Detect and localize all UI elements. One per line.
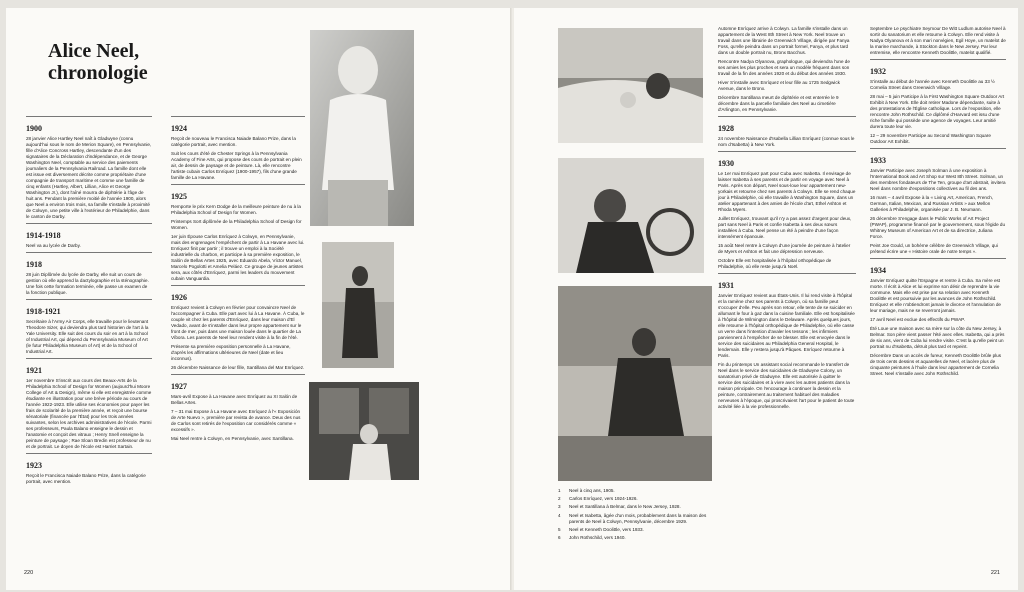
year-heading: 1928 <box>718 124 734 133</box>
chronology-entry: Janvier Enríquez revient aux États-Unis. Il lui rend visite à l'hôpital et la ramène chez ses parents à Colwyn, où sa famille peut s'occuper d'elle. Peu après son retour, elle tente de se suicider en allumant le four à gaz dans la cuisine familiale. Elle est hospitalisée à l'hôpital de Wilmington dans le Delaware. Après quelques jours, elle retourne à l'hôpital orthopédique de Philadelphie, où elle casse un verre dans l'intention d'avaler les tessons ; les infirmiers parviennent à l'empêcher de se blesser. Elle est envoyée dans le service des suicidaires au Philadelphia General Hospital, le lendemain. Elle y restera jusqu'à Pâques. Enríquez retourne à Paris. <box>718 293 855 358</box>
year-rule <box>26 358 152 359</box>
year-rule <box>171 374 305 375</box>
caption-item <box>558 527 708 533</box>
year-rule <box>870 59 1006 60</box>
caption-item <box>558 488 708 494</box>
year-rule <box>870 258 1006 259</box>
chronology-entry: Septembre Le psychiatre Seymour De Witt Ludlum autorise Neel à sortir du sanatorium et elle retourne à Colwyn. Elle rend visite à Nadya Olyanova et à son mari norvégien, Egil Hoye, un matelot de la marine marchande, à Stockton dans le New Jersey. Par leur entremise, elle rencontre Kenneth Doolittle, matelot qualifié. <box>870 26 1006 55</box>
caption-number: 2 <box>558 496 561 502</box>
chronology-entry: Secrétaire à l'Army Air Corps, elle travaille pour le lieutenant Theodore Sizer, qui deviendra plus tard historien de l'art à la Yale University. Elle suit des cours du soir en art à la School of Industrial Art, qui dépend du Pennsylvania Museum of Art (le futur Philadelphia Museum of Art) et de la School of Industrial Art. <box>26 319 149 354</box>
chronology-entry: 28 mai – 5 juin Participe à la First Washington Square Outdoor Art Exhibit à New York. Elle doit retirer Madone dépendante, suite à des protestations de l'Église catholique. Lors de l'exposition, elle rencontre John Rothschild. Ce diplômé d'Harvard est issu d'une riche famille qui possède une agence de voyages. Leur amitié durera toute leur vie. <box>870 94 1005 129</box>
year-rule <box>26 223 152 224</box>
chronology-entry: Fin du printemps Un assistant social recommande le transfert de Neel dans le service des suicidaires de Gladwyne Colony, un sanatorium privé de Gladwyne. Elle est autorisée à quitter le service des suicidaires et à vivre avec les autres patients dans la maison principale. On l'encourage à continuer la dessin et la peinture, contrairement au traitement habituel des maladies nerveuses à l'époque, qui proscrivaient l'art pour le patient de toute activité liée à la vie professionnelle. <box>718 362 855 409</box>
chronology-entry: Le 1er mai Enríquez part pour Cuba avec Isabetta. Il envisage de laisser Isabetta à ses parents et de partir en voyage avec Neel à Paris. Après son départ, Neel sous-loue leur appartement new-yorkais et retourne chez ses parents à Colwyn. Elle se rend chaque jour à Philadelphie, où elle travaille à Washington Square, dans un atelier appartenant à des amies de l'école d'art, Ethel Ashton et Rhoda Myers. <box>718 171 856 212</box>
right-page <box>514 8 1018 590</box>
chronology-entry: 28 janvier Alice Hartley Neel naît à Gladwyne (connu aujourd'hui sous le nom de Merion Square), en Pennsylvanie, fille d'Alice Concross Hartley, descendante d'un des signataires de la Déclaration d'indépendance, et de George Washington Neel, comptable au service des paiements journaliers de la Pennsylvania Railroad. La famille dont elle est issue est diversement décrite comme propriétaire d'une compagnie de transport maritime et comme une famille de cinq enfants (Hartley, Albert, Lillian, Alice et George Washington Jr.), dont l'aîné mourra de diphtérie à l'âge de huit ans. Pendant la première moitié de l'année 1900, alors que Neel a environ trois mois, sa famille s'installe à proximité de Colwyn, une petite ville à l'extérieur de Philadelphie, dans le canton de Darby. <box>26 136 152 219</box>
chronology-entry: Janvier Enríquez quitte l'Espagne et rentre à Cuba. Sa mère est morte. Il écrit à Alice et lui exprime son désir de reprendre la vie commune. Mais elle est prise par sa relation avec Kenneth Doolittle et est poursuivie par les avances de John Rothschild. Enríquez et elle n'obtiendront jamais le divorce et l'annulation de leur mariage, mais ne se reverront jamais. <box>870 278 1001 313</box>
caption-text: Neel et Santillana à Belmar, dans le New Jersey, 1928. <box>569 504 681 510</box>
chronology-entry: Reçoit le Francisca Naiade Balano Prize, dans la catégorie portrait, avec mention. <box>26 473 146 484</box>
photo-3 <box>309 382 419 480</box>
year-heading: 1933 <box>870 156 886 165</box>
year-rule <box>718 273 856 274</box>
year-heading: 1930 <box>718 159 734 168</box>
chronology-entry: Décembre Dans un accès de fureur, Kenneth Doolittle brûle plus de trois cents dessins et aquarelles de Neel, et lacère plus de cinquante peintures à l'huile dans leur appartement de Cornelia Street. Neel s'installe avec John Rothschild. <box>870 353 1001 376</box>
chronology-entry: 12 – 29 novembre Participe au Second Washington Square Outdoor Art Exhibit. <box>870 133 991 144</box>
caption-number: 4 <box>558 512 561 518</box>
chronology-entry: Octobre Elle est hospitalisée à l'hôpital orthopédique de Philadelphie, où elle reste jusqu'à Noël. <box>718 258 832 269</box>
photo-6 <box>558 286 712 481</box>
photo-2 <box>322 242 394 368</box>
year-heading: 1918-1921 <box>26 307 61 316</box>
chronology-entry: Suit les cours d'été de Chester Springs à la Pennsylvania Academy of Fine Arts, qui propose des cours de portrait en plein air, de dessin de paysage et de peinture. Là, elle rencontre l'artiste cubain Carlos Enríquez (1900-1957), fils d'une grande famille de La Havane. <box>171 151 302 180</box>
chronology-entry: 24 novembre Naissance d'Isabella Lillian Enríquez (connue sous le nom d'Isabetta) à New York. <box>718 136 855 147</box>
year-rule <box>171 116 305 117</box>
caption-item <box>558 535 708 541</box>
caption-text: Neel et Isabetta, âgée d'un mois, probablement dans la maison des parents de Neel à Colwyn, Pennsylvanie, décembre 1929. <box>569 512 707 524</box>
caption-number: 5 <box>558 527 561 533</box>
caption-item <box>558 504 708 510</box>
year-rule <box>870 148 1006 149</box>
chronology-entry: Décembre Santillana meurt de diphtérie et est enterrée le 9 décembre dans la parcelle familiale des Neel au cimetière d'Arlington, en Pennsylvanie. <box>718 95 839 112</box>
year-heading: 1927 <box>171 382 187 391</box>
folio-right: 221 <box>990 570 1000 576</box>
year-heading: 1900 <box>26 124 42 133</box>
year-heading: 1925 <box>171 192 187 201</box>
page-title: Alice Neel, chronologie <box>48 40 148 84</box>
year-heading: 1926 <box>171 293 187 302</box>
photo-5 <box>558 158 704 273</box>
year-rule <box>171 285 305 286</box>
photo-captions <box>558 488 708 543</box>
chronology-entry: Été Loue une maison avec sa mère sur la côte du New Jersey, à Belmar. Son père vient passer l'été avec elles. Isabetta, qui a près de six ans, vient de Cuba lui rendre visite. C'est la qu'elle peint un portrait nu d'Isabetta, détruit plus tard et repeint. <box>870 326 1005 349</box>
chronology-entry: 17 avril Neel est exclue des effectifs du PWAP. <box>870 317 965 322</box>
chronology-entry: Printemps Sort diplômée de la Philadelphia School of Design for Women. <box>171 219 302 230</box>
chronology-column-1 <box>26 116 152 546</box>
chronology-entry: Mai Neel rentre à Colwyn, en Pennsylvanie, avec Santillana. <box>171 436 294 441</box>
year-heading: 1924 <box>171 124 187 133</box>
caption-number: 3 <box>558 504 561 510</box>
chronology-entry: 1er juin Épouse Carlos Enríquez à Colwyn, en Pennsylvanie, mais des engrenages l'empêchent de partir à La Havane avec lui. Enríquez finit par partir ; il trouve un emploi à la Société industrielle du charbon, et participe à sa première exposition, le Salón de Bellas Artes 1925, avec Eduardo Abela, Víctor Manuel, Marcelo Pogolotti et Amelia Peláez. Ce groupe de jeunes artistes sera, aux côtés d'Enríquez, parmi les leaders du mouvement cubain Vanguardia. <box>171 234 305 281</box>
chronology-entry: 26 décembre Naissance de leur fille, Santillana del Mar Enríquez. <box>171 365 305 370</box>
photo-1 <box>310 30 414 226</box>
year-rule <box>26 252 152 253</box>
year-heading: 1932 <box>870 67 886 76</box>
year-rule <box>26 116 152 117</box>
caption-number: 1 <box>558 488 561 493</box>
caption-text: Neel à cinq ans, 1905. <box>569 488 615 493</box>
year-rule <box>26 453 152 454</box>
chronology-entry: 15 août Neel rentre à Colwyn d'une journée de peinture à l'atelier de Myers et Ashton et fait une dépression nerveuse. <box>718 243 851 254</box>
chronology-column-3 <box>718 26 856 586</box>
photo-4 <box>558 28 703 143</box>
year-rule <box>171 184 305 185</box>
folio-left: 220 <box>24 570 34 576</box>
chronology-entry: Janvier Participe avec Joseph Solman à une exposition à l'International Book and Art Shop sur West 8th Street. Solman, un des membres fondateurs de The Ten, groupe d'art abstrait, invitera Neel dans nombre d'expositions collectives au fil des ans. <box>870 168 1006 191</box>
caption-text: Neel et Kenneth Doolittle, vers 1933. <box>569 527 644 533</box>
chronology-entry: Juillet Enríquez, trouvant qu'il n'y a pas assez d'argent pour deux, part sans Neel à Paris et confie Isabetta à ses deux sœurs installées à Cuba. Neel pense un été à peindre d'une façon intensément épanouie. <box>718 216 852 239</box>
caption-text: John Rothschild, vers 1940. <box>569 535 626 541</box>
year-heading: 1931 <box>718 281 734 290</box>
chronology-entry: Reçoit de nouveau le Francisca Naiade Balano Prize, dans la catégorie portrait, avec mention. <box>171 136 296 147</box>
chronology-entry: 26 décembre S'engage dans le Public Works of Art Project (PWAP), programme financé par le gouvernement, sous l'égide du Whitney Museum of American Art et de sa directrice, Juliana Force. <box>870 216 1006 239</box>
year-rule <box>718 116 856 117</box>
chronology-entry: Peint Joe Gould, un bohème célèbre de Greenwich Village, qui prétend écrire une « Histoire orale de notre temps ». <box>870 243 998 254</box>
year-heading: 1921 <box>26 366 42 375</box>
year-heading: 1923 <box>26 461 42 470</box>
chronology-entry: 7 – 31 mai Expose à La Havane avec Enríquez à l'« Exposición de Arte Nuevo », première par revista de avance. Deux des nus de Carlos sont retirés de l'exposition car considérés comme « excessifs ». <box>171 409 301 432</box>
chronology-entry: S'installe au début de l'année avec Kenneth Doolittle au 33 ½ Cornelia Street dans Greenwich Village. <box>870 79 995 90</box>
chronology-entry: 16 mars – 4 avril Expose à la « Living Art, American, French, German, Italian, Mexican, and Russian Artists » aux Mellon Galleries à Philadelphie, organisée par J. B. Neumann. <box>870 195 994 212</box>
chronology-entry: Automne Enríquez arrive à Colwyn. La famille s'installe dans un appartement de la West 8th Street à New York. Neel trouve un travail dans une librairie de Greenwich Village, dirigée par Fanya Foss, qu'elle peindra dans un portrait formel, Fanya, et plus tard dans un double portrait nu, Bronx Bacchus. <box>718 26 850 55</box>
chronology-entry: 1er novembre S'inscrit aux cours des Beaux-Arts de la Philadelphia School of Design for Women (aujourd'hui Moore College of Art & Design), même si elle est enregistrée comme étudiante en illustration pour une brève période au cours de l'année 1922-1923. Elle utilise ses économies pour payer les frais de scolarité de la première année, et reçoit une bourse sénatoriale (financée par l'État) pour les trois années suivantes, selon les archives administratives de l'école. Parmi ses professeurs, Paula Balano enseigne le dessin et l'anatomie et conçoit des vitraux ; Henry Snell enseigne la peinture de paysage ; Rae Sloan Bredin est professeur de nu et de portrait. Le doyen de l'école est Harriet Sartain. <box>26 378 152 449</box>
year-heading: 1918 <box>26 260 42 269</box>
chronology-column-2 <box>171 116 305 586</box>
chronology-entry: Enríquez revient à Colwyn en février pour convaincre Neel de l'accompagner à Cuba. Elle part avec lui à La Havane. À Cuba, le couple vit chez les parents d'Enríquez, dans leur maison d'El Vedado, avant de s'installer dans leur propre appartement sur le front de mer, puis dans une maison louée dans le quartier de La Víbora. Les parents de Neel leur rendent visite à la fin de l'été. <box>171 305 305 340</box>
chronology-entry: Hiver S'installe avec Enríquez et leur fille au 1725 Sedgwick Avenue, dans le Bronx. <box>718 80 840 91</box>
caption-number: 6 <box>558 535 561 541</box>
chronology-entry: Neel va au lycée de Darby. <box>26 243 81 248</box>
chronology-entry: Mars-avril Expose à La Havane avec Enríquez au XI Salón de Bellas Artes. <box>171 394 298 405</box>
caption-item <box>558 496 708 502</box>
caption-text: Carlos Enríquez, vers 1924-1926. <box>569 496 638 502</box>
chronology-entry: Présente sa première exposition personnelle à La Havane, d'après les affirmations ultérieures de Neel (date et lieu inconnus). <box>171 344 291 361</box>
chronology-column-4 <box>870 26 1006 586</box>
chronology-entry: 28 juin Diplômée du lycée de Darby, elle suit un cours de gestion où elle apprend la dactylographie et la sténographie. Une fois cette formation terminée, elle passe un examen de la fonction publique. <box>26 272 149 295</box>
year-heading: 1914-1918 <box>26 231 61 240</box>
caption-item <box>558 513 708 525</box>
left-page <box>6 8 512 590</box>
year-rule <box>26 299 152 300</box>
chronology-entry: Rencontre Nadya Olyanova, graphologue, qui deviendra l'une de ses amies les plus proches et sera un modèle fréquent dans son travail de la fin des années 1920 et du début des années 1930. <box>718 59 850 76</box>
chronology-entry: Remporte le prix Kern Dodge de la meilleure peinture de nu à la Philadelphia School of Design for Women. <box>171 204 301 215</box>
year-rule <box>718 151 856 152</box>
year-heading: 1934 <box>870 266 886 275</box>
